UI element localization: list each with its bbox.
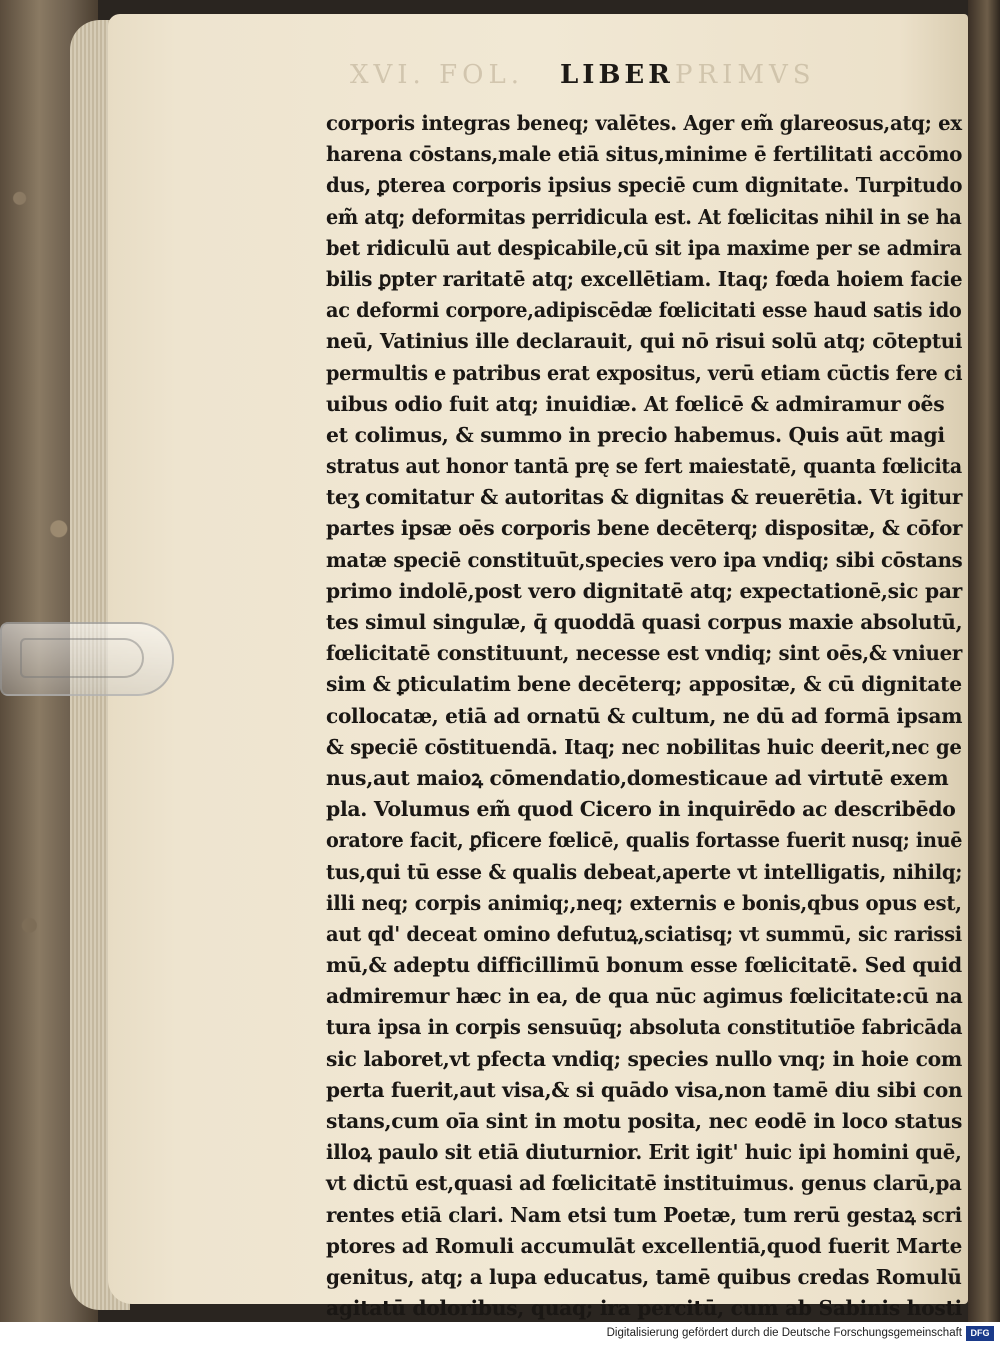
text-line: primo indolē,post vero dignitatē atq; expectationē,sic par [326,578,963,603]
text-line: dus, ꝑterea corporis ipsius speciē cum dignitate. Turpitudo [326,173,963,198]
text-line: sic laboret,vt pfecta vndiq; species nullo vnq; in hoie com [326,1046,963,1071]
book-cover-right [968,0,1000,1322]
text-line: tus,qui tū esse & qualis debeat,aperte vt intelligatis, nihilq; [326,859,963,884]
text-line: rentes etiā clari. Nam etsi tum Poetæ, tum rerū gestaꝝ scri [326,1202,962,1227]
footer-bar [0,1322,1000,1347]
text-line: em̃ atq; deformitas perridicula est. At fœlicitas nihil in se ha [326,204,962,229]
body-text [326,108,966,1324]
text-line: mū,& adeptu difficillimū bonum esse fœlicitatē. Sed quid [326,953,962,978]
text-line: admiremur hæc in ea, de qua nūc agimus fœlicitate:cū na [326,984,963,1009]
text-line: bet ridiculū aut despicabile,cū sit ipa maxime per se admira [326,235,962,260]
text-line: sim & ꝑticulatim bene decēterq; appositæ, & cū dignitate [326,672,962,697]
text-line: harena cōstans,male etiā situs,minime ē fertilitati accōmo [326,142,963,167]
text-line: matæ speciē constituūt,species vero ipa vndiq; sibi cōstans [326,547,963,572]
page-clip-marker-inner [20,638,144,678]
text-line: & speciē cōstituendā. Itaq; nec nobilitas huic deerit,nec ge [326,734,962,759]
text-line: stratus aut honor tantā prę se fert maiestatē, quanta fœlicita [326,454,962,479]
show-through-left: XVI. FOL. [350,60,524,90]
text-line: oratore facit, ꝑficere fœlicē, qualis fortasse fuerit nusq; inuē [326,828,963,853]
text-line: bilis ꝑpter raritatē atq; excellētiam. Itaq; fœda hoiem facie [326,266,963,291]
text-line: collocatæ, etiā ad ornatū & cultum, ne dū ad formā ipsam [326,703,963,728]
text-line: et colimus, & summo in precio habemus. Quis aūt magi [326,422,945,447]
text-line: fœlicitatē constituunt, necesse est vndiq; sint oēs,& vniuer [326,641,963,666]
text-line: ac deformi corpore,adipiscēdæ fœlicitati esse haud satis ido [326,298,962,323]
text-line: ptores ad Romuli accumulāt excellentiā,quod fuerit Marte [326,1233,963,1258]
text-line: pla. Volumus em̃ quod Cicero in inquirēdo ac describēdo [326,797,956,822]
text-line: aut qd' deceat omino defutuꝝ,sciatisq; vt summū, sic rarissi [326,921,962,946]
text-line: genitus, atq; a lupa educatus, tamē quibus credas Romulū [326,1264,962,1289]
text-line: stans,cum oīa sint in motu posita, nec eodē in loco status [326,1109,963,1133]
text-line: agitatū doloribus, quaq; ira percitū, cum ab Sabinis hosti [326,1296,962,1321]
text-line: permultis e patribus erat expositus, verū etiam cūctis fere ci [326,360,963,385]
running-head: LIBER [560,60,674,90]
text-line: tes simul singulæ, q̄ quoddā quasi corpus maxie absolutū, [326,610,963,634]
dfg-logo: DFG [966,1326,994,1341]
text-line: perta fuerit,aut visa,& si quādo visa,non tamē diu sibi con [326,1077,963,1102]
footer-credit: Digitalisierung gefördert durch die Deutsche Forschungsgemeinschaft [606,1327,962,1339]
text-line: illoꝝ paulo sit etiā diuturnior. Erit igit' huic ipi homini quē, [326,1140,962,1165]
text-line: vt dictū est,quasi ad fœlicitatē instituimus. genus clarū,pa [326,1171,962,1196]
text-line: tura ipsa in corpis sensuūq; absoluta constitutiōe fabricāda [326,1015,963,1040]
text-line: teʒ comitatur & autoritas & dignitas & reuerētia. Vt igitur [326,485,963,510]
show-through-right: PRIMVS [675,60,816,90]
text-line: corporis integras beneq; valētes. Ager em̃ glareosus,atq; ex [326,111,962,135]
text-line: neū, Vatinius ille declarauit, qui nō risui solū atq; cōteptui [326,329,963,354]
text-line: illi neq; corpis animiq;,neq; externis e bonis,qbus opus est, [326,890,962,915]
text-line: partes ipsæ oēs corporis bene decēterq; dispositæ, & cōfor [326,516,963,541]
text-line: uibus odio fuit atq; inuidiæ. At fœlicē & admiramur oẽs [326,391,945,416]
text-line: nus,aut maioꝝ cōmendatio,domesticaue ad virtutē exem [326,765,949,790]
